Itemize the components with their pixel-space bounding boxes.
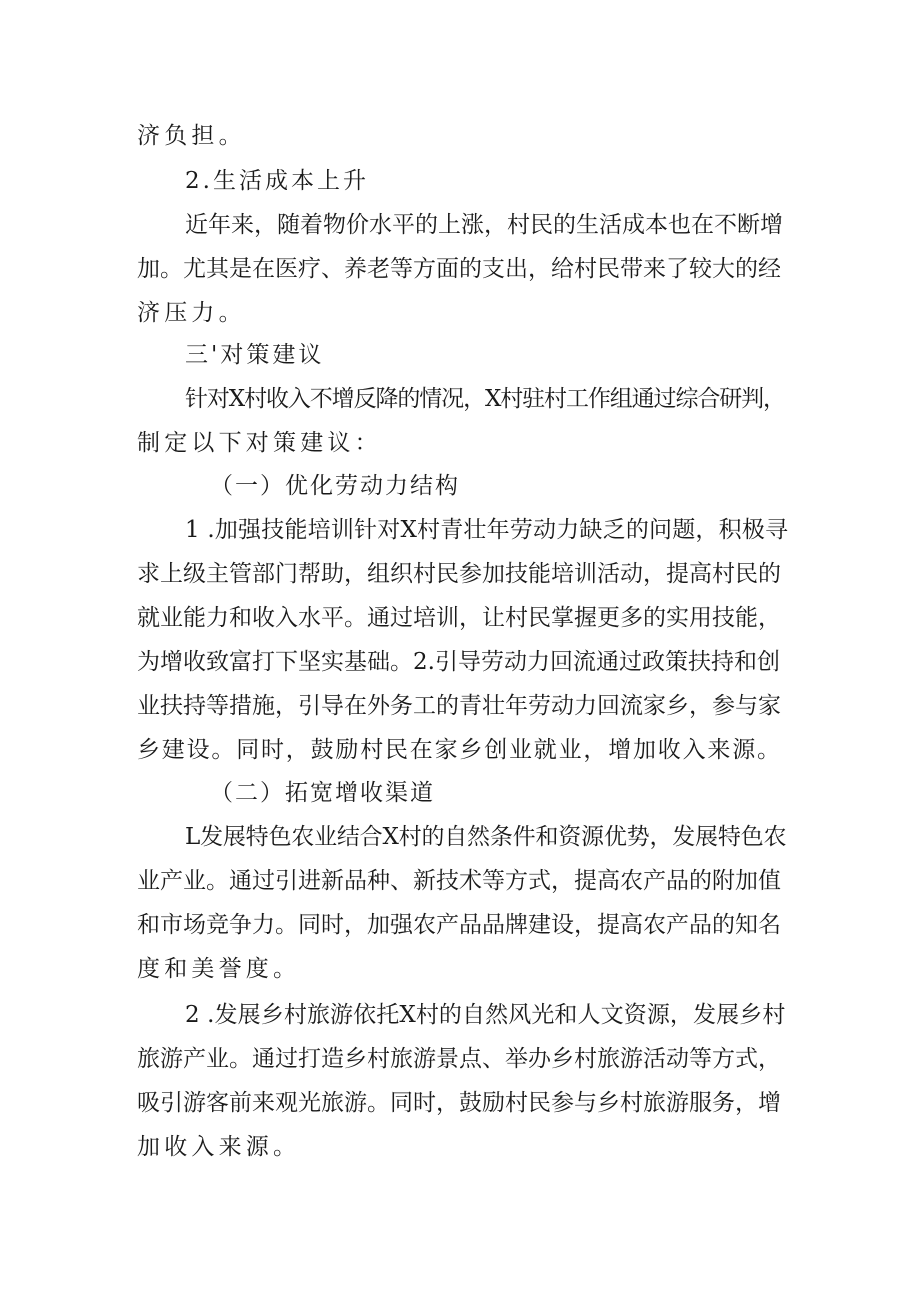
text-line: 吸引游客前来观光旅游。同时，鼓励村民参与乡村旅游服务，增 bbox=[137, 1090, 781, 1116]
text-line: 济负担。 bbox=[137, 123, 246, 149]
text-line: 度和美誉度。 bbox=[137, 956, 301, 982]
text-line: 济压力。 bbox=[137, 300, 246, 326]
text-line: 为增收致富打下坚实基础。2.引导劳动力回流通过政策扶持和创 bbox=[137, 649, 780, 675]
text-line: 就业能力和收入水平。通过培训，让村民掌握更多的实用技能， bbox=[137, 605, 781, 631]
text-line: L发展特色农业结合X村的自然条件和资源优势，发展特色农 bbox=[185, 824, 787, 850]
text-line: 近年来，随着物价水平的上涨，村民的生活成本也在不断增 bbox=[185, 212, 783, 238]
section-heading: 三'对策建议 bbox=[185, 342, 325, 368]
text-line: 制定以下对策建议： bbox=[137, 430, 382, 456]
text-line: 1 .加强技能培训针对X村青壮年劳动力缺乏的问题，积极寻 bbox=[185, 517, 789, 543]
subsection-heading: （一）优化劳动力结构 bbox=[210, 473, 460, 499]
text-line: 加收入来源。 bbox=[137, 1134, 301, 1160]
text-line: 业扶持等措施，引导在外务工的青壮年劳动力回流家乡，参与家 bbox=[137, 693, 781, 719]
text-line: 加。尤其是在医疗、养老等方面的支出，给村民带来了较大的经 bbox=[137, 256, 781, 282]
text-line: 针对X村收入不增反降的情况，X村驻村工作组通过综合研判， bbox=[185, 386, 785, 412]
text-line: 2 .发展乡村旅游依托X村的自然风光和人文资源，发展乡村 bbox=[185, 1002, 786, 1028]
text-line: 业产业。通过引进新品种、新技术等方式，提高农产品的附加值 bbox=[137, 868, 781, 894]
subheading: 2.生活成本上升 bbox=[185, 168, 369, 194]
text-line: 旅游产业。通过打造乡村旅游景点、举办乡村旅游活动等方式， bbox=[137, 1046, 781, 1072]
subsection-heading: （二）拓宽增收渠道 bbox=[210, 780, 435, 806]
text-line: 乡建设。同时，鼓励村民在家乡创业就业，增加收入来源。 bbox=[137, 737, 782, 763]
text-line: 和市场竞争力。同时，加强农产品品牌建设，提高农产品的知名 bbox=[137, 912, 781, 938]
text-line: 求上级主管部门帮助，组织村民参加技能培训活动，提高村民的 bbox=[137, 561, 781, 587]
